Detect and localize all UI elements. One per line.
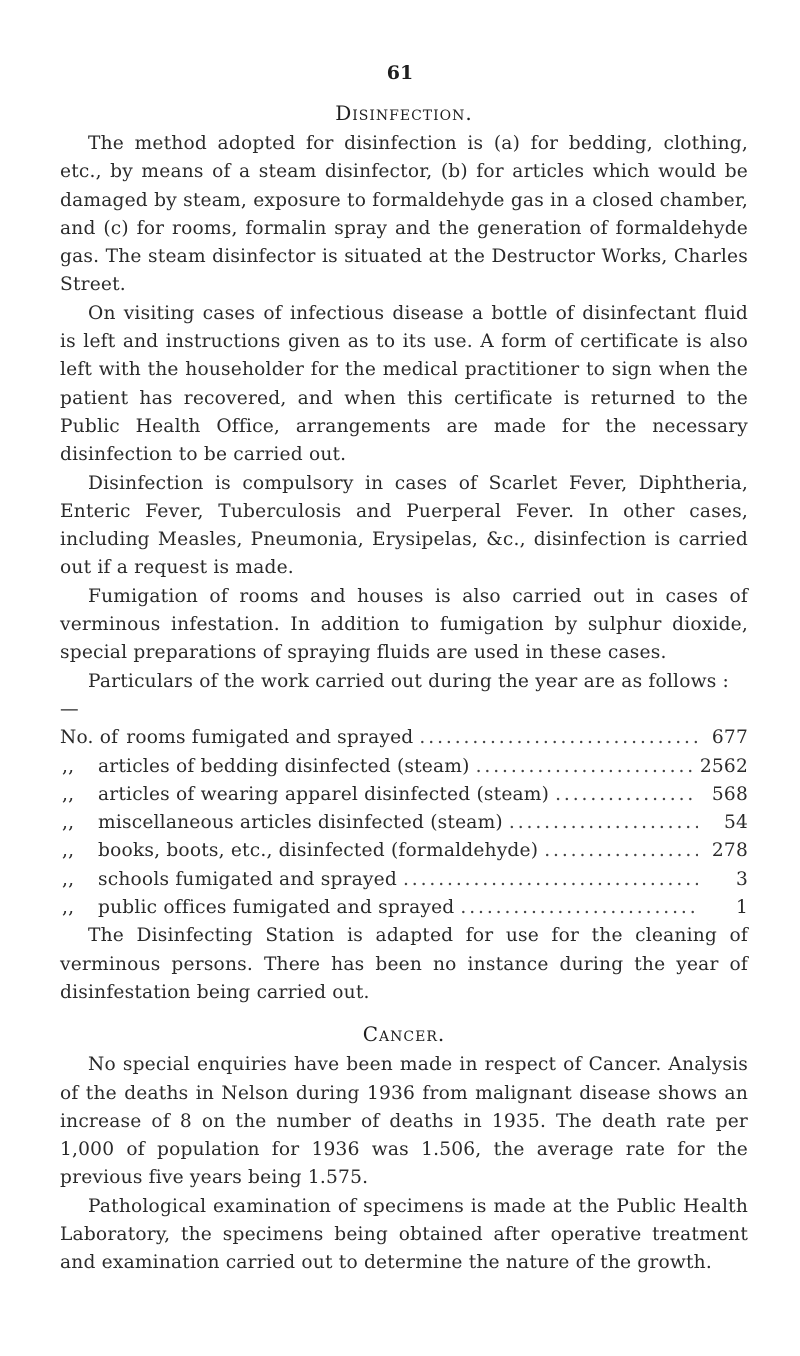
paragraph: Disinfection is compulsory in cases of Scarlet Fever, Diphtheria, Enteric Fever, Tuberculosis and Puerperal Fever. In other cases, including Measles, Pneumonia, Erysipelas, &c., disinfection is carried out if a request is made. xyxy=(60,472,748,579)
list-item-value: 3 xyxy=(735,868,748,890)
list-item-label: schools fumigated and sprayed xyxy=(98,868,397,890)
paragraph: No special enquiries have been made in respect of Cancer. Analysis of the deaths in Nelson during 1936 from malignant disease shows an increase of 8 on the number of deaths in 1935. The death rate per 1,000 of population for 1936 was 1.506, the average rate for the previous five years being 1.575. xyxy=(60,1054,748,1189)
list-item-label: books, boots, etc., disinfected (formaldehyde) xyxy=(98,840,539,862)
disinfection-section xyxy=(60,96,748,1007)
list-item-label: articles of bedding disinfected (steam) xyxy=(98,755,470,777)
list-item-value: 1 xyxy=(735,897,748,919)
list-item-label: miscellaneous articles disinfected (steam) xyxy=(98,812,503,834)
list-item-prefix: ,, xyxy=(62,783,75,805)
paragraph: On visiting cases of infectious disease a bottle of disinfectant fluid is left and instructions given as to its use. A form of certificate is also left with the householder for the medical practitioner to sign when the patient has recovered, and when this certificate is returned to the Public Health Office, arrangements are made for the necessary disinfection to be carried out. xyxy=(60,302,748,466)
dot-leader xyxy=(555,781,698,809)
paragraph: Pathological examination of specimens is made at the Public Health Laboratory, the specimens being obtained after operative treatment and examination carried out to determine the nature of the growth. xyxy=(60,1195,748,1274)
disinfection-statistics-list xyxy=(60,724,748,922)
dot-leader xyxy=(403,866,698,894)
list-item xyxy=(60,866,748,894)
list-item xyxy=(60,781,748,809)
dot-leader xyxy=(509,809,698,837)
cancer-heading: Cancer. xyxy=(362,1022,446,1047)
list-item-value: 677 xyxy=(711,727,748,749)
list-item-prefix: ,, xyxy=(62,755,75,777)
list-item xyxy=(60,753,748,781)
dot-leader xyxy=(460,894,698,922)
paragraph: Fumigation of rooms and houses is also carried out in cases of verminous infestation. In addition to fumigation by sulphur dioxide, special preparations of spraying fluids are used in these cases. xyxy=(60,585,748,664)
disinfection-heading: Disinfection. xyxy=(335,101,473,125)
list-item-prefix: No. of xyxy=(60,727,119,749)
list-item-value: 278 xyxy=(711,840,748,862)
list-item-prefix: ,, xyxy=(62,840,75,862)
paragraph: Particulars of the work carried out during the year are as follows : — xyxy=(60,670,730,720)
page-number: 61 xyxy=(386,62,414,84)
list-item xyxy=(60,724,748,752)
list-item xyxy=(60,894,748,922)
cancer-section xyxy=(60,1017,748,1277)
paragraph: The Disinfecting Station is adapted for use for the cleaning of verminous persons. There has been no instance during the year of disinfestation being carried out. xyxy=(60,925,748,1003)
list-item-prefix: ,, xyxy=(62,897,75,919)
dot-leader xyxy=(419,724,698,752)
document-page xyxy=(60,62,748,1278)
list-item-prefix: ,, xyxy=(62,868,75,890)
paragraph: The method adopted for disinfection is (a) for bedding, clothing, etc., by means of a steam disinfector, (b) for articles which would be damaged by steam, exposure to formaldehyde gas in a closed chamber, and (c) for rooms, formalin spray and the generation of formaldehyde gas. The steam disinfector is situated at the Destructor Works, Charles Street. xyxy=(60,133,748,296)
dot-leader xyxy=(544,837,698,865)
list-item-value: 54 xyxy=(723,812,748,834)
list-item-label: articles of wearing apparel disinfected (steam) xyxy=(98,783,550,805)
list-item-value: 2562 xyxy=(699,755,748,777)
list-item-label: public offices fumigated and sprayed xyxy=(98,897,455,919)
list-item xyxy=(60,809,748,837)
list-item-value: 568 xyxy=(711,783,748,805)
dot-leader xyxy=(476,753,694,781)
list-item-prefix: ,, xyxy=(62,812,75,834)
list-item xyxy=(60,837,748,865)
list-item-label: rooms fumigated and sprayed xyxy=(126,727,414,749)
